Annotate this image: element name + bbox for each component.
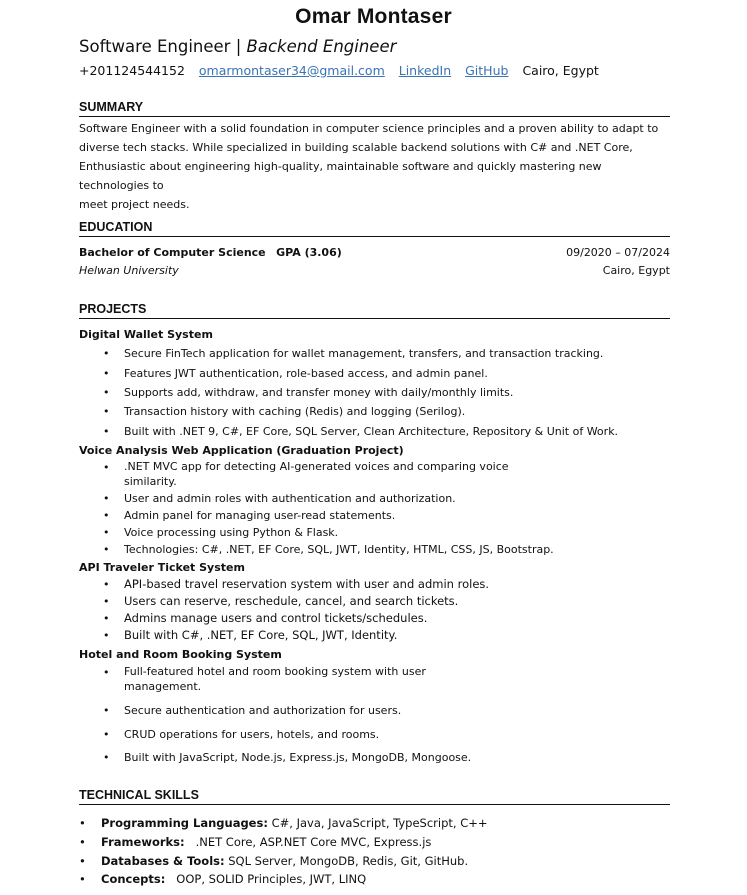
education-row-degree [79, 246, 670, 259]
project-title: Hotel and Room Booking System [79, 648, 282, 661]
bullet-icon: • [103, 595, 110, 608]
bullet-icon: • [103, 543, 110, 556]
project-bullet: Users can reserve, reschedule, cancel, and search tickets. [124, 594, 459, 608]
candidate-name: Omar Montaser [295, 5, 452, 28]
bullet-icon: • [103, 526, 110, 539]
skill-label: Programming Languages: [101, 816, 268, 830]
project-bullet: Features JWT authentication, role-based access, and admin panel. [124, 367, 488, 380]
project-bullet: Secure authentication and authorization for users. [124, 704, 402, 717]
phone-number: +201124544152 [79, 63, 185, 78]
linkedin-link[interactable]: LinkedIn [398, 63, 452, 78]
contact-line [79, 63, 599, 78]
skill-value: SQL Server, MongoDB, Redis, Git, GitHub. [224, 854, 469, 868]
headline-italic: Backend Engineer [246, 37, 397, 56]
project-bullet: User and admin roles with authentication and authorization. [124, 492, 456, 505]
bullet-icon: • [103, 386, 110, 399]
summary-line: Enthusiastic about engineering high-quality, maintainable software and quickly mastering new technologies to [79, 160, 602, 192]
bullet-icon: • [79, 816, 86, 830]
bullet-icon: • [103, 461, 110, 474]
education-heading: EDUCATION [79, 220, 670, 237]
contact-location: Cairo, Egypt [522, 63, 599, 78]
project-title: Voice Analysis Web Application (Graduation Project) [79, 444, 404, 457]
summary-text [79, 119, 674, 214]
project-title: API Traveler Ticket System [79, 561, 245, 574]
school-name: Helwan University [79, 264, 179, 277]
project-bullet: Voice processing using Python & Flask. [124, 526, 339, 539]
project-bullet: Supports add, withdraw, and transfer money with daily/monthly limits. [124, 386, 514, 399]
skill-label: Concepts: [101, 872, 166, 886]
skill-label: Databases & Tools: [101, 854, 225, 868]
bullet-icon: • [103, 728, 110, 741]
bullet-icon: • [79, 854, 86, 868]
bullet-icon: • [103, 612, 110, 625]
school-location: Cairo, Egypt [602, 264, 670, 277]
education-row-school [79, 264, 670, 277]
project-bullet: Full-featured hotel and room booking system with user [124, 665, 426, 678]
project-bullet: API-based travel reservation system with user and admin roles. [124, 577, 490, 591]
bullet-icon: • [103, 492, 110, 505]
project-bullet: .NET MVC app for detecting AI-generated voices and comparing voice [124, 460, 509, 473]
summary-line: Software Engineer with a solid foundation in computer science principles and a proven ability to adapt to [79, 122, 659, 135]
bullet-icon: • [103, 629, 110, 642]
bullet-icon: • [79, 872, 86, 886]
project-bullet: Secure FinTech application for wallet management, transfers, and transaction tracking. [124, 347, 604, 360]
project-bullet: Admin panel for managing user-read statements. [124, 509, 396, 522]
project-bullet: Admins manage users and control tickets/schedules. [124, 611, 428, 625]
project-bullet: Transaction history with caching (Redis) and logging (Serilog). [124, 405, 466, 418]
project-bullet: Technologies: C#, .NET, EF Core, SQL, JWT, Identity, HTML, CSS, JS, Bootstrap. [124, 543, 554, 556]
skills-heading: TECHNICAL SKILLS [79, 788, 670, 805]
bullet-icon: • [103, 751, 110, 764]
email-link[interactable]: omarmontaser34@gmail.com [198, 63, 385, 78]
bullet-icon: • [103, 425, 110, 438]
bullet-icon: • [103, 666, 110, 679]
bullet-icon: • [103, 405, 110, 418]
summary-line: meet project needs. [79, 198, 190, 211]
project-bullet: Built with C#, .NET, EF Core, SQL, JWT, Identity. [124, 628, 398, 642]
project-bullet-continuation: management. [124, 680, 202, 693]
bullet-icon: • [103, 367, 110, 380]
headline-main: Software Engineer | [79, 37, 247, 56]
skill-value: .NET Core, ASP.NET Core MVC, Express.js [184, 835, 432, 849]
summary-heading: SUMMARY [79, 100, 670, 117]
bullet-icon: • [103, 347, 110, 360]
project-title: Digital Wallet System [79, 328, 213, 341]
bullet-icon: • [79, 835, 86, 849]
bullet-icon: • [103, 578, 110, 591]
skill-value: C#, Java, JavaScript, TypeScript, C++ [267, 816, 488, 830]
bullet-icon: • [103, 509, 110, 522]
headline [79, 37, 396, 56]
summary-line: diverse tech stacks. While specialized in building scalable backend solutions with C# and .NET Core, [79, 141, 633, 154]
project-bullet-continuation: similarity. [124, 475, 177, 488]
github-link[interactable]: GitHub [465, 63, 509, 78]
skill-label: Frameworks: [101, 835, 185, 849]
project-bullet: Built with .NET 9, C#, EF Core, SQL Server, Clean Architecture, Repository & Unit of Work. [124, 425, 619, 438]
project-bullet: Built with JavaScript, Node.js, Express.js, MongoDB, Mongoose. [124, 751, 472, 764]
skill-value: OOP, SOLID Principles, JWT, LINQ [165, 872, 367, 886]
project-bullet: CRUD operations for users, hotels, and rooms. [124, 728, 380, 741]
degree: Bachelor of Computer Science [79, 246, 266, 259]
gpa: GPA (3.06) [276, 246, 342, 259]
bullet-icon: • [103, 704, 110, 717]
projects-heading: PROJECTS [79, 302, 670, 319]
education-dates: 09/2020 – 07/2024 [566, 246, 670, 259]
